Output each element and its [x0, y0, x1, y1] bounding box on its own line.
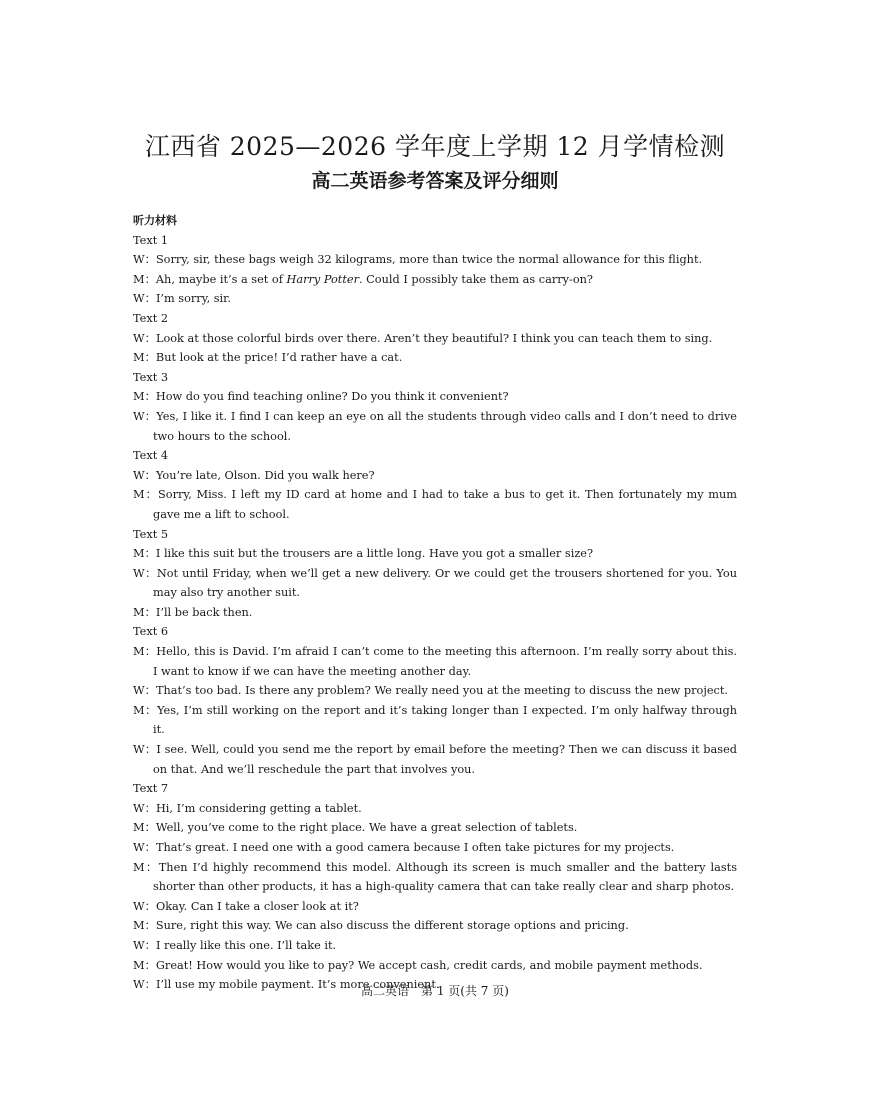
speaker-colon: ： — [144, 547, 156, 561]
speaker-colon: ： — [144, 645, 157, 659]
speaker-colon: ： — [144, 821, 156, 835]
speaker-colon: ： — [144, 331, 156, 345]
dialogue-text: I’m sorry, sir. — [155, 292, 231, 306]
speaker-colon: ： — [144, 938, 156, 952]
dialogue-line — [133, 740, 737, 779]
dialogue-text: Yes, I’m still working on the report and it’s taking longer than I expected. I’m only halfway through it. — [153, 703, 737, 737]
speaker-label: M — [133, 821, 145, 835]
dialogue-line — [133, 838, 737, 858]
dialogue-text: How do you find teaching online? Do you think it convenient? — [155, 390, 509, 404]
dialogue-text: Well, you’ve come to the right place. We have a great selection of tablets. — [155, 821, 578, 835]
dialogue-text: Ah, maybe it’s a set of — [155, 272, 287, 286]
speaker-colon: ： — [144, 860, 159, 874]
speaker-label: W — [133, 331, 145, 345]
speaker-colon: ： — [144, 566, 157, 580]
dialogue-text: Look at those colorful birds over there. Aren’t they beautiful? I think you can teach them to sing. — [155, 331, 713, 345]
speaker-colon: ： — [144, 390, 156, 404]
speaker-colon: ： — [144, 351, 156, 365]
dialogue-line — [133, 603, 737, 623]
dialogue-line — [133, 387, 737, 407]
speaker-colon: ： — [144, 684, 156, 698]
dialogue-line — [133, 564, 737, 603]
speaker-colon: ： — [144, 841, 156, 854]
speaker-label: W — [133, 253, 145, 267]
speaker-colon: ： — [144, 919, 156, 933]
dialogue-line — [133, 407, 737, 446]
speaker-label: W — [133, 566, 145, 580]
speaker-label: W — [133, 938, 145, 952]
dialogue-text: I like this suit but the trousers are a little long. Have you got a smaller size? — [155, 547, 594, 561]
section-heading: 听力材料 — [133, 214, 177, 227]
speaker-label: W — [133, 468, 145, 482]
dialogue-text: Sorry, Miss. I left my ID card at home and I had to take a bus to get it. Then fortunately my mum gave me a lift to school. — [153, 488, 737, 521]
dialogue-line — [133, 681, 737, 701]
speaker-label: W — [133, 409, 145, 423]
dialogue-line — [133, 642, 737, 681]
dialogue-line — [133, 799, 737, 819]
dialogue-line — [133, 466, 737, 486]
dialogue-text: Sure, right this way. We can also discuss the different storage options and pricing. — [155, 919, 629, 933]
dialogue-line — [133, 250, 737, 270]
speaker-label: M — [133, 390, 145, 404]
dialogue-text: I see. Well, could you send me the report by email before the meeting? Then we can discuss it based on that. And we’ll reschedule the part that involves you. — [153, 743, 737, 776]
speaker-label: M — [133, 645, 145, 659]
dialogue-line — [133, 916, 737, 936]
speaker-colon: ： — [144, 488, 159, 502]
speaker-label: M — [133, 605, 145, 619]
speaker-label: W — [133, 978, 145, 992]
speaker-colon: ： — [144, 703, 158, 717]
dialogue-text: Yes, I like it. I find I can keep an eye on all the students through video calls and I don’t need to drive two hours to the school. — [153, 409, 737, 443]
text-label: Text 7 — [133, 782, 169, 796]
dialogue-text: Then I’d highly recommend this model. Although its screen is much smaller and the battery lasts shorter than other products, it has a high-quality camera that can take really clear and sharp photos. — [153, 860, 737, 894]
dialogue-text: I’ll use my mobile payment. It’s more convenient. — [155, 978, 440, 992]
speaker-label: W — [133, 801, 145, 815]
speaker-colon: ： — [144, 978, 156, 992]
speaker-colon: ： — [144, 253, 156, 267]
dialogue-text: Great! How would you like to pay? We accept cash, credit cards, and mobile payment methods. — [155, 958, 703, 972]
document-subtitle: 高二英语参考答案及评分细则 — [311, 170, 559, 192]
speaker-colon: ： — [144, 468, 156, 482]
dialogue-text: Okay. Can I take a closer look at it? — [155, 899, 359, 913]
dialogue-text: That’s great. I need one with a good camera because I often take pictures for my projects. — [155, 841, 675, 854]
speaker-label: M — [133, 272, 145, 286]
speaker-label: M — [133, 703, 145, 717]
dialogue-text: I really like this one. I’ll take it. — [155, 938, 337, 952]
page-footer: 高二英语 第 1 页(共 7 页) — [361, 984, 509, 998]
speaker-colon: ： — [144, 409, 157, 423]
dialogue-line — [133, 348, 737, 368]
dialogue-line — [133, 485, 737, 524]
speaker-label: W — [133, 841, 145, 854]
speaker-label: M — [133, 860, 145, 874]
speaker-colon: ： — [144, 743, 157, 757]
speaker-colon: ： — [144, 605, 156, 619]
speaker-label: W — [133, 743, 145, 757]
speaker-colon: ： — [144, 272, 156, 286]
text-label: Text 5 — [133, 527, 169, 541]
dialogue-text: That’s too bad. Is there any problem? We really need you at the meeting to discuss the new project. — [155, 684, 729, 698]
text-label: Text 1 — [133, 233, 169, 247]
document-title: 江西省 2025—2026 学年度上学期 12 月学情检测 — [144, 132, 726, 161]
dialogue-line — [133, 329, 737, 349]
speaker-colon: ： — [144, 292, 156, 306]
dialogue-text: You’re late, Olson. Did you walk here? — [155, 468, 375, 482]
text-label: Text 3 — [133, 370, 169, 384]
italic-title: Harry Potter — [286, 272, 359, 286]
dialogue-text: Hello, this is David. I’m afraid I can’t come to the meeting this afternoon. I’m really sorry about this. I want to know if we can have the meeting another day. — [153, 645, 737, 678]
speaker-colon: ： — [144, 899, 156, 913]
speaker-label: W — [133, 292, 145, 306]
dialogue-text: Sorry, sir, these bags weigh 32 kilograms, more than twice the normal allowance for this flight. — [155, 253, 703, 267]
speaker-label: M — [133, 919, 145, 933]
speaker-label: M — [133, 351, 145, 365]
dialogue-text: Hi, I’m considering getting a tablet. — [155, 801, 362, 815]
dialogue-line — [133, 701, 737, 740]
speaker-colon: ： — [144, 801, 156, 815]
text-label: Text 4 — [133, 449, 169, 463]
dialogue-line — [133, 544, 737, 564]
dialogue-line — [133, 897, 737, 917]
speaker-label: M — [133, 547, 145, 561]
speaker-label: W — [133, 684, 145, 698]
dialogue-line — [133, 936, 737, 956]
dialogue-text: I’ll be back then. — [155, 605, 253, 619]
dialogue-text: But look at the price! I’d rather have a cat. — [155, 351, 403, 365]
speaker-label: M — [133, 958, 145, 972]
text-label: Text 6 — [133, 625, 169, 639]
speaker-colon: ： — [144, 958, 156, 972]
dialogue-line — [133, 956, 737, 976]
text-label: Text 2 — [133, 311, 169, 325]
dialogue-line — [133, 289, 737, 309]
listening-transcript — [133, 211, 737, 995]
dialogue-line — [133, 858, 737, 897]
speaker-label: W — [133, 899, 145, 913]
dialogue-line — [133, 270, 737, 290]
dialogue-text-continued: . Could I possibly take them as carry-on? — [358, 272, 593, 286]
dialogue-text: Not until Friday, when we’ll get a new delivery. Or we could get the trousers shortened for you. You may also try another suit. — [153, 566, 737, 600]
dialogue-line — [133, 818, 737, 838]
speaker-label: M — [133, 488, 145, 502]
